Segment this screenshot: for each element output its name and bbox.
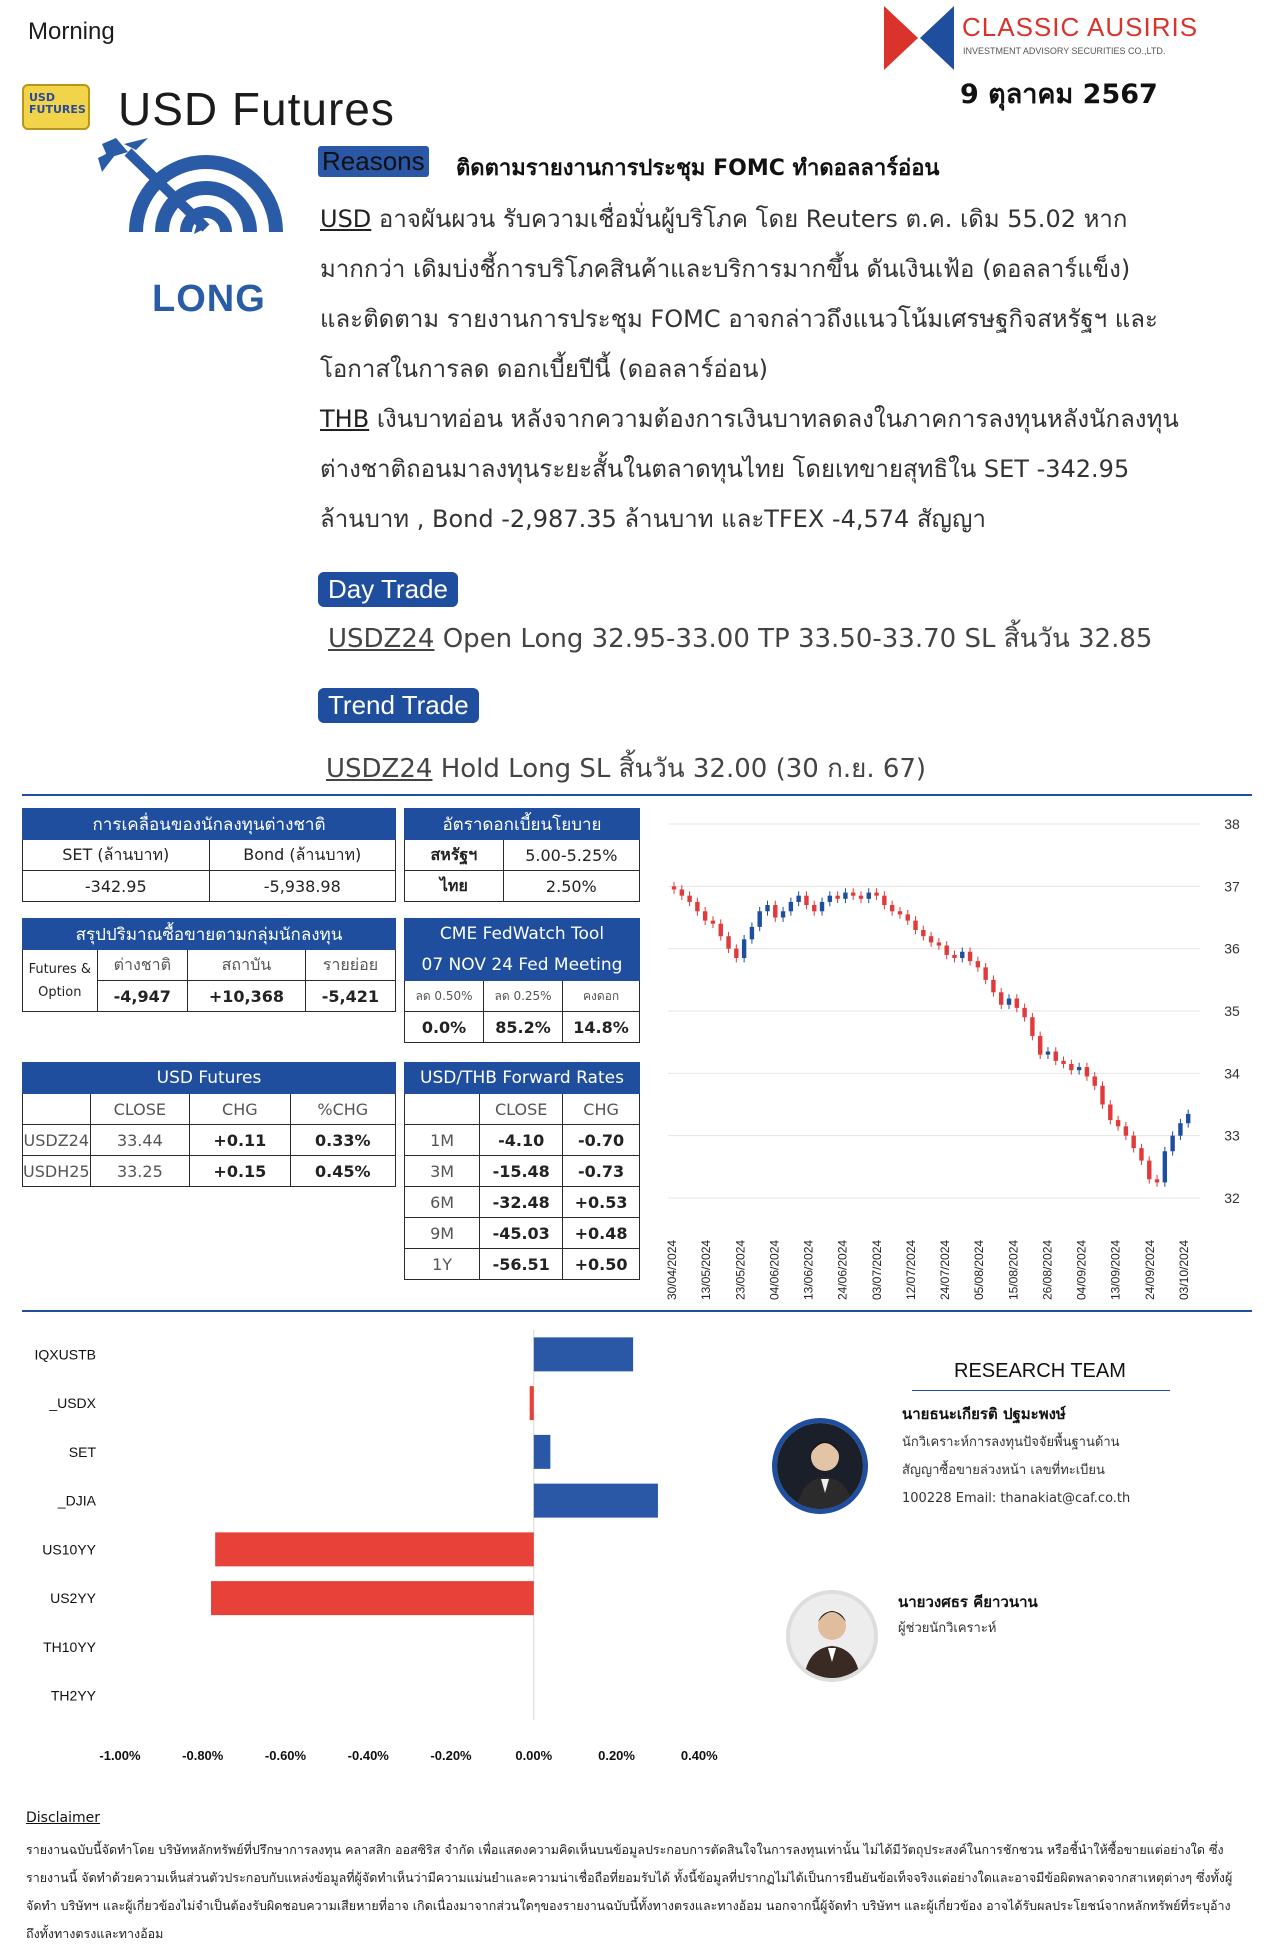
x-tick-label: -0.20% [430, 1748, 472, 1763]
policy-rate-table [404, 808, 640, 902]
x-tick-label: -0.40% [347, 1748, 389, 1763]
bar-category-label: _DJIA [57, 1492, 96, 1509]
candle-body [1178, 1123, 1182, 1135]
x-tick-label: 30/04/2024 [665, 1239, 679, 1300]
usd-text: อาจผันผวน รับความเชื่อมั่นผู้บริโภค โดย Reuters ต.ค. เดิม 55.02 หากมากกว่า เดิมบ่งชี้การบริโภคสินค้าและบริการมากขึ้น ดันเงินเฟ้อ (ดอลลาร์แข็ง) และติดตาม รายงานการประชุม FOMC อาจกล่าวถึงแนวโน้มเศรษฐกิจสหรัฐฯ และโอกาสในการลด ดอกเบี้ยปีนี้ (ดอลลาร์อ่อน) [320, 205, 1158, 383]
forward-rates-header: CLOSE [480, 1094, 563, 1125]
usd-futures-pct: 0.33% [290, 1125, 395, 1156]
y-tick-label: 33 [1224, 1127, 1240, 1144]
policy-rate-value: 5.00-5.25% [503, 840, 639, 871]
investor-groups-value: -5,421 [305, 981, 395, 1012]
brand-name: CLASSIC AUSIRIS [962, 12, 1199, 42]
candle-body [913, 921, 917, 930]
analyst-1-name: นายธนะเกียรติ ปฐมะพงษ์ [902, 1405, 1066, 1423]
fedwatch-header: ลด 0.50% [405, 981, 484, 1012]
assistant-avatar [786, 1590, 878, 1682]
session-label: Morning [28, 18, 115, 45]
trend-trade-label: Trend Trade [318, 688, 479, 723]
forward-rates-close: -32.48 [480, 1187, 563, 1218]
table-row [23, 1156, 396, 1187]
forward-rates-chg: +0.53 [563, 1187, 640, 1218]
investor-groups-title: สรุปปริมาณซื้อขายตามกลุ่มนักลงทุน [23, 919, 396, 950]
bar-mark [211, 1581, 534, 1615]
x-tick-label: 03/10/2024 [1177, 1239, 1191, 1300]
forward-rates-chg: -0.73 [563, 1156, 640, 1187]
candle-body [1007, 999, 1011, 1005]
investor-groups-value: +10,368 [187, 981, 305, 1012]
table-row [405, 1156, 640, 1187]
usd-tag: USD [320, 205, 372, 233]
investor-groups-value: -4,947 [97, 981, 187, 1012]
x-tick-label: -1.00% [99, 1748, 141, 1763]
x-tick-label: 0.40% [680, 1748, 718, 1763]
section-divider [22, 794, 1252, 796]
y-tick-label: 37 [1224, 878, 1240, 895]
candle-body [1054, 1052, 1058, 1061]
bar-category-label: IQXUSTB [34, 1346, 96, 1363]
bar-category-label: TH2YY [50, 1687, 96, 1704]
candle-body [1124, 1126, 1128, 1135]
usd-futures-logo-text: USD FUTURES [29, 91, 86, 116]
candle-body [1116, 1120, 1120, 1126]
report-date: 9 ตุลาคม 2567 [960, 79, 1158, 110]
candle-body [1046, 1052, 1050, 1055]
analyst-2-role: ผู้ช่วยนักวิเคราะห์ [898, 1621, 997, 1636]
candle-body [1170, 1136, 1174, 1152]
fedwatch-table [404, 918, 640, 1043]
day-trade-text: Open Long 32.95-33.00 TP 33.50-33.70 SL สิ้นวัน 32.85 [442, 624, 1153, 654]
y-tick-label: 36 [1224, 940, 1240, 957]
investor-groups-table [22, 918, 396, 1012]
candle-body [976, 961, 980, 967]
x-tick-label: 0.00% [515, 1748, 553, 1763]
candle-body [898, 911, 902, 914]
candle-body [828, 896, 832, 902]
bar-mark [534, 1484, 658, 1518]
candle-body [1163, 1151, 1167, 1182]
usd-futures-symbol: USDZ24 [23, 1125, 91, 1156]
analyst-2-name: นายวงศธร คียาวนาน [898, 1593, 1038, 1611]
candle-body [726, 936, 730, 948]
x-tick-label: 24/07/2024 [938, 1239, 953, 1300]
investor-groups-row-label [23, 950, 98, 1012]
usd-futures-symbol: USDH25 [23, 1156, 91, 1187]
usd-futures-title: USD Futures [23, 1063, 396, 1094]
candle-body [812, 905, 816, 911]
bar-category-label: US10YY [42, 1541, 96, 1558]
candle-body [968, 952, 972, 961]
forward-rates-title: USD/THB Forward Rates [405, 1063, 640, 1094]
candle-body [734, 949, 738, 958]
forward-rates-tenor: 3M [405, 1156, 480, 1187]
candle-body [773, 905, 777, 917]
trend-trade-text: Hold Long SL สิ้นวัน 32.00 (30 ก.ย. 67) [440, 754, 927, 784]
fedwatch-meeting: 07 NOV 24 Fed Meeting [405, 950, 640, 981]
candle-body [1061, 1061, 1065, 1064]
table-row [405, 1125, 640, 1156]
x-tick-label: 05/08/2024 [972, 1239, 987, 1300]
x-tick-label: 24/09/2024 [1142, 1239, 1157, 1300]
fedwatch-title: CME FedWatch Tool [405, 919, 640, 950]
bar-category-label: TH10YY [43, 1638, 96, 1655]
candle-body [687, 896, 691, 902]
candle-body [781, 911, 785, 917]
candle-body [851, 893, 855, 896]
reasons-headline: ติดตามรายงานการประชุม FOMC ทำดอลลาร์อ่อน [456, 156, 940, 181]
research-team-title: RESEARCH TEAM [954, 1360, 1126, 1382]
candle-body [672, 886, 676, 889]
forward-rates-close: -15.48 [480, 1156, 563, 1187]
table-row [405, 1218, 640, 1249]
usd-paragraph [320, 194, 1180, 394]
y-tick-label: 32 [1224, 1190, 1240, 1206]
candle-body [859, 896, 863, 899]
candle-body [960, 952, 964, 958]
candle-body [1147, 1161, 1151, 1180]
brand-logo-icon [884, 6, 954, 70]
usd-futures-header: %CHG [290, 1094, 395, 1125]
forward-rates-close: -4.10 [480, 1125, 563, 1156]
policy-rate-title: อัตราดอกเบี้ยนโยบาย [405, 809, 640, 840]
investor-groups-header: ต่างชาติ [97, 950, 187, 981]
forward-rates-table [404, 1062, 640, 1280]
candle-body [1093, 1076, 1097, 1085]
x-tick-label: 12/07/2024 [903, 1239, 918, 1300]
candle-body [1100, 1086, 1104, 1105]
candle-body [758, 911, 762, 927]
thb-paragraph [320, 394, 1180, 544]
brand-subtitle: INVESTMENT ADVISORY SECURITIES CO.,LTD. [963, 46, 1166, 56]
table-row [405, 1187, 640, 1218]
candle-body [1022, 1008, 1026, 1017]
candle-body [952, 955, 956, 958]
candle-body [1139, 1148, 1143, 1160]
analyst-1-role: นักวิเคราะห์การลงทุนปัจจัยพื้นฐานด้าน [902, 1435, 1120, 1450]
disclaimer-title: Disclaimer [26, 1810, 101, 1826]
bar-category-label: SET [68, 1443, 96, 1460]
research-team-rule [912, 1390, 1170, 1391]
usd-futures-chg: +0.11 [190, 1125, 290, 1156]
candle-body [921, 930, 925, 936]
usd-futures-header: CHG [190, 1094, 290, 1125]
fedwatch-value: 0.0% [405, 1012, 484, 1043]
forward-rates-tenor: 1M [405, 1125, 480, 1156]
bar-mark [215, 1532, 534, 1566]
candle-body [1069, 1064, 1073, 1070]
person-icon [790, 1594, 874, 1678]
candle-body [944, 946, 948, 955]
forward-rates-chg: +0.50 [563, 1249, 640, 1280]
candle-body [789, 902, 793, 911]
candle-body [1155, 1179, 1159, 1182]
forward-rates-tenor: 9M [405, 1218, 480, 1249]
candle-body [719, 924, 723, 936]
candle-body [991, 980, 995, 992]
policy-rate-country: ไทย [405, 871, 504, 902]
x-tick-label: 24/06/2024 [835, 1239, 850, 1300]
investor-groups-row-label-1: Futures & [28, 961, 92, 977]
candle-body [1108, 1105, 1112, 1121]
bar-category-label: US2YY [50, 1590, 96, 1607]
candle-body [1015, 999, 1019, 1008]
analyst-1-contact: 100228 Email: thanakiat@caf.co.th [902, 1491, 1131, 1506]
foreign-flow-value: -5,938.98 [209, 871, 396, 902]
foreign-flow-header: Bond (ล้านบาท) [209, 840, 396, 871]
forward-rates-tenor: 1Y [405, 1249, 480, 1280]
candle-body [906, 914, 910, 920]
market-change-bar-chart [20, 1320, 740, 1780]
fedwatch-value: 14.8% [563, 1012, 640, 1043]
fedwatch-header: คงดอก [563, 981, 640, 1012]
x-tick-label: 04/09/2024 [1074, 1239, 1089, 1300]
analyst-1-role-2: สัญญาซื้อขายล่วงหน้า เลขที่ทะเบียน [902, 1463, 1105, 1478]
candle-body [804, 896, 808, 905]
x-tick-label: 0.20% [598, 1748, 635, 1763]
person-icon [777, 1423, 863, 1509]
policy-rate-country: สหรัฐฯ [405, 840, 504, 871]
candle-body [882, 896, 886, 905]
candle-body [765, 905, 769, 911]
foreign-flow-title: การเคลื่อนของนักลงทุนต่างชาติ [23, 809, 396, 840]
x-tick-label: 03/07/2024 [869, 1239, 884, 1300]
forward-rates-close: -45.03 [480, 1218, 563, 1249]
thb-tag: THB [320, 405, 370, 433]
y-tick-label: 35 [1224, 1003, 1240, 1019]
bar-mark [534, 1435, 551, 1469]
fedwatch-header: ลด 0.25% [484, 981, 563, 1012]
analyst-avatar [772, 1418, 868, 1514]
candle-body [703, 911, 707, 920]
candle-body [890, 905, 894, 911]
usd-futures-pct: 0.45% [290, 1156, 395, 1187]
candle-body [835, 896, 839, 899]
x-tick-label: 04/06/2024 [767, 1239, 782, 1300]
signal-label: LONG [152, 278, 266, 320]
investor-groups-row-label-2: Option [38, 984, 82, 1000]
candle-body [874, 893, 878, 896]
candle-body [1131, 1136, 1135, 1148]
section-divider [22, 1310, 1252, 1312]
usd-futures-logo [22, 84, 90, 130]
candle-body [796, 896, 800, 902]
candle-body [1030, 1017, 1034, 1036]
candle-body [711, 921, 715, 924]
fedwatch-value: 85.2% [484, 1012, 563, 1043]
forward-rates-close: -56.51 [480, 1249, 563, 1280]
bar-mark [530, 1386, 534, 1420]
candle-body [1186, 1114, 1190, 1123]
candle-body [1085, 1067, 1089, 1076]
candle-body [983, 967, 987, 979]
forward-rates-header: CHG [563, 1094, 640, 1125]
x-tick-label: 23/05/2024 [733, 1239, 748, 1300]
forward-rates-chg: +0.48 [563, 1218, 640, 1249]
policy-rate-value: 2.50% [503, 871, 639, 902]
day-trade-label: Day Trade [318, 572, 458, 607]
bar-mark [534, 1337, 633, 1371]
candle-body [929, 936, 933, 942]
y-tick-label: 34 [1224, 1065, 1240, 1082]
investor-groups-header: สถาบัน [187, 950, 305, 981]
forward-rates-tenor: 6M [405, 1187, 480, 1218]
foreign-flow-header: SET (ล้านบาท) [23, 840, 210, 871]
x-tick-label: 13/09/2024 [1108, 1239, 1123, 1300]
y-tick-label: 38 [1224, 816, 1240, 832]
x-tick-label: 26/08/2024 [1040, 1239, 1055, 1300]
page-title: USD Futures [118, 83, 395, 135]
x-tick-label: 13/05/2024 [699, 1239, 714, 1300]
trend-trade-line [326, 748, 926, 789]
usdthb-candlestick-chart [660, 812, 1260, 1308]
x-tick-label: 15/08/2024 [1006, 1239, 1021, 1300]
usd-futures-close: 33.25 [90, 1156, 190, 1187]
candle-body [680, 889, 684, 895]
disclaimer-text: รายงานฉบับนี้จัดทำโดย บริษัทหลักทรัพย์ที่ปรึกษาการลงทุน คลาสสิก ออสซิริส จำกัด เพื่อแสดงความคิดเห็นบนข้อมูลประกอบการตัดสินใจในการลงทุนเท่านั้น ไม่ได้มีวัตถุประสงค์ในการชักชวน หรือชี้นำให้ซื้อขายแต่อย่างใด ซึ่งรายงานนี้ จัดทำด้วยความเห็นส่วนตัวประกอบกับแหล่งข้อมูลที่ผู้จัดทำเห็นว่ามีความแม่นยำและความน่าเชื่อถือที่ยอมรับได้ ทั้งนี้ข้อมูลที่ปรากฏไม่ได้เป็นการยืนยันข้อเท็จจริงแต่อย่างใดและอาจมีข้อผิดพลาดจากสาเหตุต่างๆ ซึ่งทั้งผู้จัดทำ บริษัทฯ และผู้เกี่ยวข้องไม่จำเป็นต้องรับผิดชอบความเสียหายที่อาจ เกิดเนื่องมาจากส่วนใดๆของรายงานฉบับนี้ทั้งทางตรงและทางอ้อม นอกจากนี้ผู้จัดทำ บริษัทฯ และผู้เกี่ยวข้อง อาจได้รับผลประโยชน์จากหลักทรัพย์ที่ระบุอ้างถึงทั้งทางตรงและทางอ้อม [26, 1842, 1233, 1941]
table-row [405, 1249, 640, 1280]
candle-body [695, 902, 699, 911]
usd-futures-close: 33.44 [90, 1125, 190, 1156]
investor-groups-header: รายย่อย [305, 950, 395, 981]
foreign-flow-table [22, 808, 396, 902]
day-trade-line [328, 618, 1152, 659]
x-tick-label: 13/06/2024 [801, 1239, 816, 1300]
candle-body [750, 927, 754, 939]
usd-futures-table [22, 1062, 396, 1187]
candle-body [742, 939, 746, 958]
x-tick-label: -0.80% [182, 1748, 224, 1763]
candle-body [820, 902, 824, 911]
usd-futures-header: CLOSE [90, 1094, 190, 1125]
foreign-flow-value: -342.95 [23, 871, 210, 902]
table-row [23, 1125, 396, 1156]
trend-trade-symbol: USDZ24 [326, 754, 433, 784]
day-trade-symbol: USDZ24 [328, 624, 435, 654]
candle-body [999, 992, 1003, 1004]
bar-category-label: _USDX [49, 1395, 96, 1412]
thb-text: เงินบาทอ่อน หลังจากความต้องการเงินบาทลดลงในภาคการลงทุนหลังนักลงทุน ต่างชาติถอนมาลงทุนระยะสั้นในตลาดทุนไทย โดยเทขายสุทธิใน SET -342.95 ล้านบาท , Bond -2,987.35 ล้านบาท และTFEX -4,574 สัญญา [320, 405, 1179, 533]
candle-body [937, 942, 941, 945]
forward-rates-chg: -0.70 [563, 1125, 640, 1156]
reasons-label: Reasons [318, 146, 429, 177]
candle-body [1038, 1036, 1042, 1055]
usd-futures-chg: +0.15 [190, 1156, 290, 1187]
candle-body [1077, 1067, 1081, 1070]
candle-body [867, 893, 871, 899]
candle-body [843, 893, 847, 899]
x-tick-label: -0.60% [264, 1748, 307, 1763]
